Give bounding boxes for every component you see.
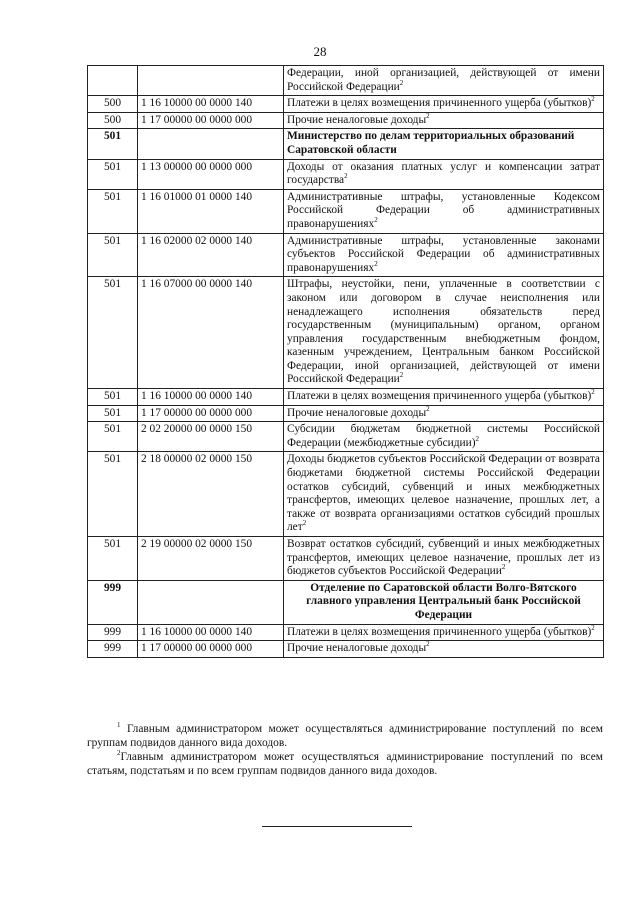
revenue-code-cell: 1 16 07000 00 0000 140 — [138, 277, 284, 389]
revenue-name-text: Платежи в целях возмещения причиненного ущерба (убытков) — [287, 390, 592, 403]
footnote-ref: 2 — [302, 519, 307, 528]
admin-code-cell: 999 — [88, 624, 138, 641]
revenue-code-cell: 1 16 01000 01 0000 140 — [138, 189, 284, 233]
table-row — [88, 452, 604, 537]
revenue-code-cell: 1 16 10000 00 0000 140 — [138, 96, 284, 113]
admin-code-cell: 999 — [88, 580, 138, 624]
revenue-name-text: Платежи в целях возмещения причиненного ущерба (убытков) — [287, 97, 592, 110]
footnote-ref: 2 — [475, 435, 480, 444]
revenue-name-text: Прочие неналоговые доходы — [287, 406, 427, 419]
footnote-ref: 2 — [399, 371, 404, 380]
table-row — [88, 233, 604, 277]
table-row — [88, 96, 604, 113]
revenue-table — [87, 65, 604, 658]
revenue-name-text: Возврат остатков субсидий, субвенций и иных межбюджетных трансфертов, имеющих целевое назначение, прошлых лет из бюджетов субъектов Российской Федерации — [287, 538, 600, 578]
revenue-code-cell — [138, 580, 284, 624]
revenue-table-body — [88, 66, 604, 658]
admin-code-cell: 501 — [88, 277, 138, 389]
revenue-name-text: Отделение по Саратовской области Волго-Вятского главного управления Центральный банк Российской Федерации — [306, 581, 581, 621]
footnotes — [87, 722, 603, 778]
footnote-ref: 2 — [399, 78, 404, 87]
table-row — [88, 389, 604, 406]
revenue-name-cell — [284, 129, 604, 159]
footnote-ref: 2 — [426, 640, 430, 649]
table-row — [88, 422, 604, 452]
footnote-ref: 2 — [591, 95, 595, 104]
revenue-name-text: Административные штрафы, установленные Кодексом Российской Федерации об административных правонарушениях — [287, 190, 600, 230]
revenue-code-cell — [138, 129, 284, 159]
end-rule — [262, 826, 412, 827]
admin-code-cell: 501 — [88, 189, 138, 233]
revenue-code-cell — [138, 66, 284, 96]
admin-code-cell — [88, 66, 138, 96]
table-row — [88, 159, 604, 189]
table-row — [88, 641, 604, 658]
footnote-ref: 2 — [501, 563, 506, 572]
revenue-name-cell — [284, 580, 604, 624]
page-number: 28 — [313, 44, 327, 59]
revenue-name-cell — [284, 452, 604, 537]
footnote-1 — [87, 722, 603, 750]
revenue-name-text: Доходы от оказания платных услуг и компенсации затрат государства — [287, 160, 600, 187]
admin-code-cell: 501 — [88, 422, 138, 452]
admin-code-cell: 500 — [88, 96, 138, 113]
revenue-code-cell: 2 18 00000 02 0000 150 — [138, 452, 284, 537]
revenue-code-cell: 1 16 10000 00 0000 140 — [138, 389, 284, 406]
footnote-ref: 2 — [344, 172, 348, 181]
revenue-name-text: Доходы бюджетов субъектов Российской Федерации от возврата бюджетами бюджетной системы Российской Федерации остатков субсидий, субвенций и иных межбюджетных трансфертов, имеющих целевое назначение, прошлых лет, а также от возврата организациями остатков субсидий прошлых лет — [287, 453, 600, 534]
revenue-name-text: Административные штрафы, установленные законами субъектов Российской Федерации об административных правонарушениях — [287, 234, 600, 274]
revenue-name-cell — [284, 537, 604, 581]
revenue-name-cell — [284, 189, 604, 233]
revenue-name-text: Прочие неналоговые доходы — [287, 113, 427, 126]
footnote-2-mark: 2 — [117, 749, 121, 758]
footnote-1-mark: 1 — [117, 721, 121, 730]
revenue-name-cell — [284, 112, 604, 129]
revenue-code-cell: 1 16 02000 02 0000 140 — [138, 233, 284, 277]
revenue-name-cell — [284, 66, 604, 96]
revenue-name-cell — [284, 641, 604, 658]
admin-code-cell: 501 — [88, 129, 138, 159]
footnote-2 — [87, 750, 603, 778]
revenue-code-cell: 2 19 00000 02 0000 150 — [138, 537, 284, 581]
revenue-name-cell — [284, 96, 604, 113]
admin-code-cell: 999 — [88, 641, 138, 658]
table-row — [88, 66, 604, 96]
revenue-name-cell — [284, 233, 604, 277]
admin-code-cell: 501 — [88, 389, 138, 406]
revenue-code-cell: 1 17 00000 00 0000 000 — [138, 641, 284, 658]
footnote-ref: 2 — [426, 404, 430, 413]
table-row — [88, 624, 604, 641]
footnote-2-text: Главным администратором может осуществляться администрирование поступлений по всем статьям, подстатьям и по всем группам подвидов данного вида доходов. — [87, 751, 603, 777]
table-row — [88, 405, 604, 422]
admin-code-cell: 501 — [88, 159, 138, 189]
footnote-ref: 2 — [374, 216, 378, 225]
revenue-name-text: Федерации, иной организацией, действующей от имени Российской Федерации — [287, 67, 600, 93]
table-row — [88, 580, 604, 624]
table-row — [88, 189, 604, 233]
footnote-1-text: Главным администратором может осуществляться администрирование поступлений по всем группам подвидов данного вида доходов. — [87, 723, 603, 749]
revenue-code-cell: 2 02 20000 00 0000 150 — [138, 422, 284, 452]
revenue-code-cell: 1 17 00000 00 0000 000 — [138, 112, 284, 129]
footnote-ref: 2 — [591, 623, 595, 632]
revenue-name-text: Штрафы, неустойки, пени, уплаченные в соответствии с законом или договором в случае неисполнения или ненадлежащего исполнения обязательств перед государственным (муниципальным) органом, органом управления государственным внебюджетным фондом, казенным учреждением, Центральным банком Российской Федерации, иной организацией, действующей от имени Российской Федерации — [287, 278, 600, 386]
revenue-name-cell — [284, 159, 604, 189]
table-row — [88, 277, 604, 389]
admin-code-cell: 501 — [88, 452, 138, 537]
revenue-name-cell — [284, 624, 604, 641]
admin-code-cell: 501 — [88, 233, 138, 277]
admin-code-cell: 501 — [88, 405, 138, 422]
revenue-name-text: Прочие неналоговые доходы — [287, 642, 427, 655]
revenue-name-text: Платежи в целях возмещения причиненного ущерба (убытков) — [287, 625, 592, 638]
footnote-ref: 2 — [426, 111, 430, 120]
revenue-name-text: Субсидии бюджетам бюджетной системы Российской Федерации (межбюджетные субсидии) — [287, 423, 600, 449]
revenue-name-text: Министерство по делам территориальных образований Саратовской области — [287, 130, 575, 156]
revenue-name-cell — [284, 405, 604, 422]
revenue-code-cell: 1 17 00000 00 0000 000 — [138, 405, 284, 422]
footnote-ref: 2 — [591, 388, 595, 397]
revenue-name-cell — [284, 422, 604, 452]
admin-code-cell: 500 — [88, 112, 138, 129]
revenue-name-cell — [284, 389, 604, 406]
table-row — [88, 537, 604, 581]
revenue-code-cell: 1 16 10000 00 0000 140 — [138, 624, 284, 641]
footnote-ref: 2 — [374, 259, 378, 268]
table-row — [88, 112, 604, 129]
revenue-name-cell — [284, 277, 604, 389]
admin-code-cell: 501 — [88, 537, 138, 581]
revenue-code-cell: 1 13 00000 00 0000 000 — [138, 159, 284, 189]
table-row — [88, 129, 604, 159]
